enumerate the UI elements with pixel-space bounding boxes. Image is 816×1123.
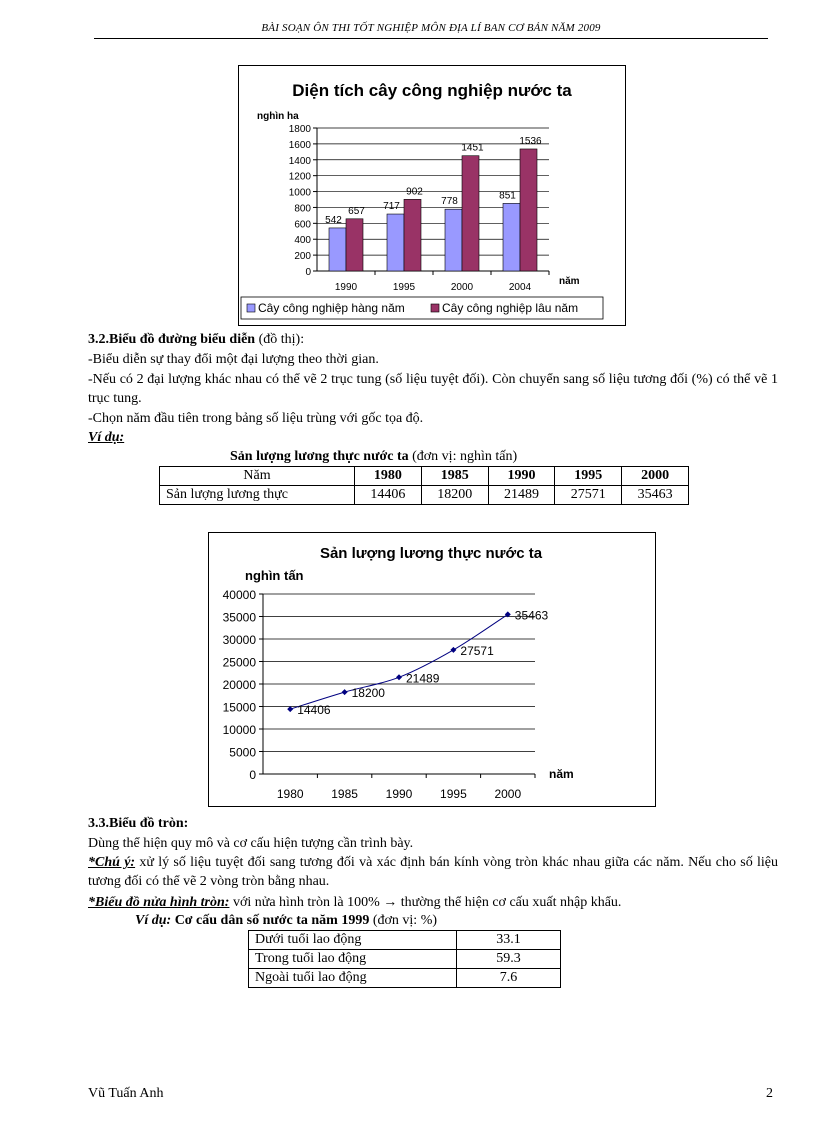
y-tick-label: 1000 xyxy=(288,187,311,199)
data-label: 21489 xyxy=(406,671,440,686)
legend-label: Cây công nghiệp hàng năm xyxy=(258,301,405,315)
grain-table-title: Sản lượng lương thực nước ta xyxy=(230,449,409,464)
y-tick-label: 800 xyxy=(294,203,311,215)
bar xyxy=(462,156,479,271)
arrow-right-icon: → xyxy=(383,893,398,909)
table-cell: Dưới tuổi lao động xyxy=(249,931,457,950)
data-label: 778 xyxy=(441,196,458,208)
y-tick-label: 200 xyxy=(294,251,311,263)
table-cell: 18200 xyxy=(421,486,488,505)
table-cell: Sản lượng lương thực xyxy=(160,486,355,505)
half-circle-text: với nửa hình tròn là 100% xyxy=(229,895,384,910)
population-example-unit: (đơn vị: %) xyxy=(369,913,438,928)
section-3-2-heading-line xyxy=(88,330,304,349)
y-tick-label: 25000 xyxy=(222,655,256,670)
footer-author: Vũ Tuấn Anh xyxy=(88,1086,164,1101)
table-cell: 59.3 xyxy=(457,950,561,969)
chart-title: Sản lượng lương thực nước ta xyxy=(319,545,543,562)
data-label: 542 xyxy=(325,214,342,226)
table-cell: 14406 xyxy=(355,486,422,505)
table-header-cell: 1985 xyxy=(421,467,488,486)
section-3-2-heading: 3.2.Biểu đồ đường biểu diễn xyxy=(88,332,256,347)
table-cell: Trong tuổi lao động xyxy=(249,950,457,969)
x-tick-label: 1990 xyxy=(385,787,413,801)
x-tick-label: 1995 xyxy=(440,787,467,801)
y-axis-label: nghìn tấn xyxy=(245,568,304,583)
table-row xyxy=(160,486,689,505)
table-header-cell: 1990 xyxy=(488,467,555,486)
population-table xyxy=(248,930,561,988)
table-header-cell: 1995 xyxy=(555,467,622,486)
y-tick-label: 30000 xyxy=(222,633,256,647)
table-row xyxy=(249,931,561,950)
table-cell: 27571 xyxy=(555,486,622,505)
data-point xyxy=(396,674,402,680)
y-tick-label: 5000 xyxy=(229,745,256,760)
table-cell: Ngoài tuổi lao động xyxy=(249,969,457,988)
table-header-cell: 1980 xyxy=(355,467,422,486)
x-tick-label: 2000 xyxy=(494,787,522,801)
section-3-2-line-2: -Nếu có 2 đại lượng khác nhau có thể vẽ 2 trục tung (số liệu tuyệt đối). Còn chuyển sang số liệu tương đối (%) có thể vẽ 1 trục tung. xyxy=(88,372,778,406)
y-tick-label: 10000 xyxy=(222,723,256,737)
note-text: xử lý số liệu tuyệt đối sang tương đối và xác định bán kính vòng tròn khác nhau giữa các năm. Nếu cho số liệu tương đối có thể vẽ 2 vòng tròn bằng nhau. xyxy=(88,855,778,889)
y-tick-label: 0 xyxy=(249,768,256,782)
x-axis-label: năm xyxy=(549,767,574,781)
bar-chart-svg xyxy=(239,66,625,325)
table-row xyxy=(249,950,561,969)
x-tick-label: 2004 xyxy=(508,282,532,293)
grain-table xyxy=(159,466,689,505)
data-label: 657 xyxy=(348,205,365,217)
bar xyxy=(329,228,346,271)
y-axis-label: nghìn ha xyxy=(257,111,299,122)
line-chart xyxy=(208,532,656,807)
half-circle-label: *Biểu đồ nửa hình tròn: xyxy=(88,895,230,910)
bar xyxy=(445,209,462,271)
legend-label: Cây công nghiệp lâu năm xyxy=(442,301,579,315)
section-3-3-line-1: Dùng thể hiện quy mô và cơ cấu hiện tượng cần trình bày. xyxy=(88,836,414,851)
table-cell: 21489 xyxy=(488,486,555,505)
data-point xyxy=(287,706,293,712)
y-tick-label: 1400 xyxy=(288,155,311,167)
data-label: 27571 xyxy=(460,643,494,658)
y-tick-label: 600 xyxy=(294,219,311,231)
table-cell: 35463 xyxy=(622,486,689,505)
bar xyxy=(404,199,421,271)
grain-table-unit: (đơn vị: nghìn tấn) xyxy=(408,449,518,464)
chart-title: Diện tích cây công nghiệp nước ta xyxy=(292,81,572,100)
data-label: 1536 xyxy=(519,135,542,147)
section-3-2-example-label: Ví dụ: xyxy=(88,430,125,445)
population-example-label: Ví dụ: xyxy=(135,913,172,928)
bar xyxy=(387,214,404,271)
y-tick-label: 0 xyxy=(305,267,311,278)
data-point xyxy=(450,647,456,653)
data-label: 851 xyxy=(499,190,516,202)
half-circle-text-2: thường thể hiện cơ cấu xuất nhập khẩu. xyxy=(397,895,622,910)
section-3-3-note xyxy=(88,853,778,891)
section-3-2-line-3: -Chọn năm đầu tiên trong bảng số liệu trùng với gốc tọa độ. xyxy=(88,411,424,426)
y-tick-label: 35000 xyxy=(222,610,256,625)
population-example-title: Cơ cấu dân số nước ta năm 1999 xyxy=(171,913,370,928)
population-example-line xyxy=(135,911,437,930)
page-header: BÀI SOẠN ÔN THI TỐT NGHIỆP MÔN ĐỊA LÍ BAN CƠ BẢN NĂM 2009 xyxy=(94,18,768,39)
y-tick-label: 20000 xyxy=(222,678,256,692)
line-chart-svg xyxy=(209,533,655,806)
y-tick-label: 1800 xyxy=(288,124,311,135)
x-axis-label: năm xyxy=(559,276,580,287)
y-tick-label: 400 xyxy=(294,235,311,247)
legend-swatch xyxy=(247,304,255,312)
x-tick-label: 1985 xyxy=(331,787,358,801)
y-tick-label: 40000 xyxy=(222,588,256,602)
data-label: 35463 xyxy=(514,608,549,623)
x-tick-label: 2000 xyxy=(450,282,474,293)
table-header-cell: Năm xyxy=(160,467,355,486)
note-label: *Chú ý: xyxy=(88,855,136,870)
section-3-3-half-circle xyxy=(88,892,778,912)
y-tick-label: 1200 xyxy=(288,171,311,183)
section-3-2-line-1: -Biểu diễn sự thay đổi một đại lượng theo thời gian. xyxy=(88,352,379,367)
data-label: 717 xyxy=(383,201,400,213)
bar xyxy=(520,149,537,271)
section-3-2-heading-suffix: (đồ thị): xyxy=(255,332,305,347)
table-cell: 33.1 xyxy=(457,931,561,950)
data-label: 14406 xyxy=(297,703,331,718)
x-tick-label: 1980 xyxy=(276,787,304,801)
data-label: 1451 xyxy=(461,142,484,154)
footer-page-number: 2 xyxy=(766,1086,773,1101)
x-tick-label: 1995 xyxy=(392,282,416,293)
bar xyxy=(346,219,363,271)
section-3-3-heading: 3.3.Biểu đồ tròn: xyxy=(88,816,189,831)
table-row xyxy=(249,969,561,988)
bar xyxy=(503,203,520,271)
grain-table-title-line xyxy=(230,447,517,466)
y-tick-label: 15000 xyxy=(222,700,256,715)
legend-swatch xyxy=(431,304,439,312)
bar-chart xyxy=(238,65,626,326)
data-point xyxy=(342,689,348,695)
table-header-cell: 2000 xyxy=(622,467,689,486)
y-tick-label: 1600 xyxy=(288,139,311,151)
x-tick-label: 1990 xyxy=(334,282,358,293)
table-cell: 7.6 xyxy=(457,969,561,988)
data-label: 902 xyxy=(406,186,423,198)
table-row xyxy=(160,467,689,486)
data-label: 18200 xyxy=(351,686,385,701)
